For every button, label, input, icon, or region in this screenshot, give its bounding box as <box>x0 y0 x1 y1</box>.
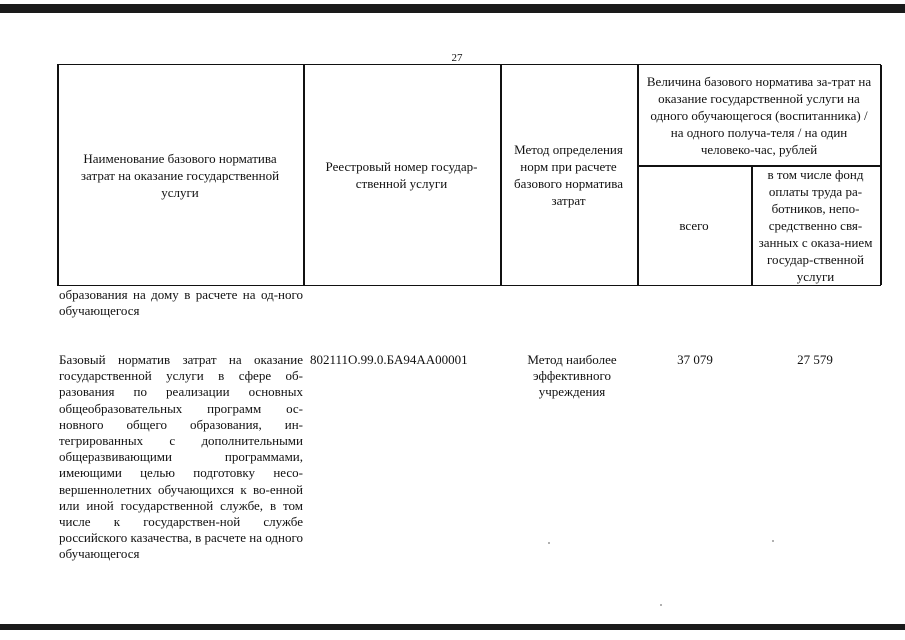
header-total-label: всего <box>679 217 709 233</box>
header-registry-label: Реестровый номер государ-ственной услуги <box>325 159 478 191</box>
header-method-label: Метод определения норм при расчете базового норматива затрат <box>514 142 623 208</box>
header-wage-fund-label: в том числе фонд оплаты труда ра-ботников, непо-средственно свя-занных с оказа-нием государ-ственной услуги <box>758 166 873 284</box>
header-registry-cell <box>303 65 500 285</box>
row-name: Базовый норматив затрат на оказание государственной услуги в сфере об-разования по реализации основных общеобразовательных программ ос-новного общего образования, ин-тегрированных с дополнительными общеразвивающими программами, имеющими целью подготовку несо-вершеннолетних обучающихся к во-енной или иной государственной службе, в том числе к государствен-ной службе российского казачества, в расчете на одного обучающегося <box>59 352 303 562</box>
continuation-text: образования на дому в расчете на од-ного обучающегося <box>59 287 303 319</box>
header-name-label: Наименование базового норматива затрат на оказание государственной услуги <box>80 150 280 200</box>
scan-speck <box>548 542 550 544</box>
header-total-cell <box>637 165 751 285</box>
scan-edge-bottom <box>0 624 905 630</box>
row-registry-number: 802111О.99.0.БА94АА00001 <box>310 352 468 367</box>
header-value-group-label: Величина базового норматива за-трат на оказание государственной услуги на одного обучающегося (воспитанника) / на одного получа-теля / на один человеко-час, рублей <box>646 73 872 157</box>
row-wage-fund: 27 579 <box>797 352 833 367</box>
table-header <box>57 64 881 286</box>
scan-speck <box>660 604 662 606</box>
header-wage-fund-cell <box>751 165 880 285</box>
row-total: 37 079 <box>677 352 713 367</box>
header-name-cell <box>57 65 303 285</box>
scan-speck <box>772 540 774 542</box>
header-method-cell <box>500 65 637 285</box>
scan-edge-top <box>0 4 905 13</box>
header-value-group-cell <box>637 65 881 165</box>
page-number: 27 <box>451 52 463 64</box>
row-method: Метод наиболее эффективного учреждения <box>527 352 617 400</box>
